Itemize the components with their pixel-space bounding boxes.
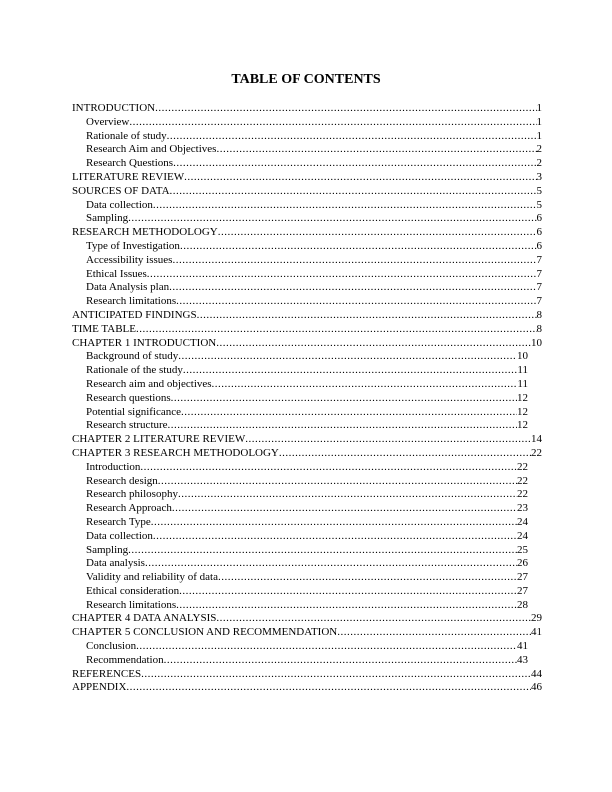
toc-entry-heading[interactable] [72, 102, 542, 116]
toc-entry-page-number: 29 [531, 612, 542, 625]
toc-dot-leader [172, 502, 517, 516]
toc-entry-title: Recommendation [86, 653, 164, 666]
toc-entry-page-number: 12 [517, 391, 528, 404]
toc-entry-page-number: 22 [517, 460, 528, 473]
toc-entry-title: Ethical consideration [86, 584, 180, 597]
toc-dot-leader [151, 516, 517, 530]
toc-entry-page-number: 22 [517, 474, 528, 487]
toc-entry-page-number: 3 [536, 170, 542, 183]
toc-dot-leader [172, 254, 536, 268]
toc-entry-heading[interactable] [72, 337, 542, 351]
toc-entry-page-number: 23 [517, 502, 528, 515]
toc-entry-title: Overview [86, 115, 130, 128]
toc-entry-page-number: 8 [536, 322, 542, 335]
toc-entry-title: CHAPTER 3 RESEARCH METHODOLOGY [72, 446, 279, 459]
toc-entry-title: Research questions [86, 391, 171, 404]
toc-entry-page-number: 10 [517, 350, 528, 363]
toc-entry-heading[interactable] [72, 323, 542, 337]
toc-entry-title: Research Type [86, 515, 151, 528]
toc-entry-page-number: 11 [517, 377, 528, 390]
toc-entry-page-number: 12 [517, 405, 528, 418]
toc-entry-title: Background of study [86, 350, 179, 363]
toc-dot-leader [167, 130, 537, 144]
toc-dot-leader [197, 309, 537, 323]
toc-entry-heading[interactable] [72, 668, 542, 682]
toc-entry-title: Potential significance [86, 405, 181, 418]
toc-entry-title: Conclusion [86, 640, 137, 653]
toc-entry-title: TIME TABLE [72, 322, 136, 335]
toc-entry-subheading[interactable] [72, 640, 528, 654]
toc-entry-page-number: 5 [536, 198, 542, 211]
toc-entry-page-number: 5 [536, 184, 542, 197]
toc-entry-page-number: 44 [531, 667, 542, 680]
toc-dot-leader [218, 226, 537, 240]
toc-dot-leader [245, 433, 531, 447]
toc-dot-leader [141, 668, 531, 682]
toc-entry-subheading[interactable] [72, 599, 528, 613]
toc-entry-title: Rationale of study [86, 129, 167, 142]
toc-entry-subheading[interactable] [72, 488, 528, 502]
toc-entry-title: Sampling [86, 212, 129, 225]
toc-dot-leader [171, 392, 517, 406]
toc-entry-heading[interactable] [72, 626, 542, 640]
toc-dot-leader [178, 350, 517, 364]
toc-dot-leader [181, 406, 517, 420]
toc-entry-subheading[interactable] [72, 130, 542, 144]
toc-entry-title: Data collection [86, 198, 153, 211]
toc-dot-leader [136, 640, 517, 654]
toc-entry-page-number: 1 [536, 129, 542, 142]
toc-entry-subheading[interactable] [72, 212, 542, 226]
toc-entry-page-number: 7 [536, 295, 542, 308]
toc-entry-title: CHAPTER 5 CONCLUSION AND RECOMMENDATION [72, 626, 338, 639]
toc-entry-page-number: 10 [531, 336, 542, 349]
toc-entry-title: ANTICIPATED FINDINGS [72, 308, 197, 321]
toc-dot-leader [218, 571, 517, 585]
toc-dot-leader [164, 654, 517, 668]
toc-entry-subheading[interactable] [72, 544, 528, 558]
toc-entry-page-number: 12 [517, 419, 528, 432]
toc-entry-title: CHAPTER 4 DATA ANALYSIS [72, 612, 217, 625]
toc-entry-title: Research design [86, 474, 158, 487]
toc-entry-title: Ethical Issues [86, 267, 147, 280]
toc-entry-page-number: 2 [536, 143, 542, 156]
toc-entry-subheading[interactable] [72, 143, 542, 157]
toc-entry-page-number: 6 [536, 239, 542, 252]
toc-entry-title: REFERENCES [72, 667, 142, 680]
toc-entry-subheading[interactable] [72, 116, 542, 130]
toc-dot-leader [136, 323, 537, 337]
toc-entry-page-number: 7 [536, 253, 542, 266]
toc-entry-title: CHAPTER 1 INTRODUCTION [72, 336, 217, 349]
toc-entry-title: Research Approach [86, 502, 172, 515]
toc-entry-subheading[interactable] [72, 378, 528, 392]
toc-dot-leader [180, 240, 537, 254]
toc-dot-leader [169, 281, 536, 295]
toc-entry-title: Type of Investigation [86, 239, 180, 252]
toc-entry-title: INTRODUCTION [72, 102, 156, 114]
toc-entry-title: Research limitations [86, 598, 177, 611]
toc-dot-leader [216, 337, 531, 351]
toc-entry-title: Introduction [86, 460, 141, 473]
toc-dot-leader [216, 143, 536, 157]
toc-dot-leader [173, 157, 536, 171]
toc-entry-subheading[interactable] [72, 516, 528, 530]
toc-entry-heading[interactable] [72, 226, 542, 240]
toc-entry-title: APPENDIX [72, 681, 127, 694]
toc-entry-page-number: 8 [536, 308, 542, 321]
toc-entry-page-number: 27 [517, 584, 528, 597]
toc-entry-title: SOURCES OF DATA [72, 184, 170, 197]
toc-dot-leader [153, 530, 517, 544]
toc-entry-subheading[interactable] [72, 392, 528, 406]
toc-dot-leader [128, 212, 536, 226]
toc-entry-subheading[interactable] [72, 585, 528, 599]
toc-entry-title: Research aim and objectives [86, 377, 212, 390]
toc-dot-leader [126, 681, 531, 695]
toc-dot-leader [129, 116, 536, 130]
toc-dot-leader [145, 557, 517, 571]
toc-entry-subheading[interactable] [72, 406, 528, 420]
toc-entry-page-number: 41 [531, 626, 542, 639]
toc-dot-leader [178, 488, 517, 502]
toc-dot-leader [216, 612, 531, 626]
toc-dot-leader [176, 295, 536, 309]
toc-dot-leader [170, 185, 537, 199]
toc-entry-subheading[interactable] [72, 350, 528, 364]
toc-dot-leader [279, 447, 531, 461]
toc-entry-subheading[interactable] [72, 240, 542, 254]
toc-entry-page-number: 22 [531, 446, 542, 459]
toc-entry-heading[interactable] [72, 447, 542, 461]
toc-entry-page-number: 43 [517, 653, 528, 666]
toc-entry-subheading[interactable] [72, 157, 542, 171]
toc-entry-page-number: 28 [517, 598, 528, 611]
toc-entry-page-number: 24 [517, 529, 528, 542]
toc-entry-subheading[interactable] [72, 281, 542, 295]
toc-dot-leader [183, 364, 518, 378]
toc-entry-heading[interactable] [72, 309, 542, 323]
table-of-contents [72, 102, 542, 695]
toc-entry-heading[interactable] [72, 612, 542, 626]
toc-entry-subheading[interactable] [72, 557, 528, 571]
toc-entry-title: LITERATURE REVIEW [72, 170, 185, 183]
toc-entry-title: Research limitations [86, 295, 177, 308]
toc-entry-subheading[interactable] [72, 475, 528, 489]
toc-entry-subheading[interactable] [72, 199, 542, 213]
toc-entry-title: Research philosophy [86, 488, 178, 501]
toc-entry-page-number: 2 [536, 157, 542, 170]
toc-entry-title: Rationale of the study [86, 364, 183, 377]
toc-dot-leader [147, 268, 537, 282]
toc-entry-title: Accessibility issues [86, 253, 173, 266]
toc-entry-page-number: 6 [536, 226, 542, 239]
toc-entry-title: Sampling [86, 543, 129, 556]
toc-dot-leader [179, 585, 517, 599]
toc-entry-heading[interactable] [72, 433, 542, 447]
toc-dot-leader [184, 171, 536, 185]
toc-entry-title: Research structure [86, 419, 168, 432]
toc-dot-leader [212, 378, 518, 392]
toc-entry-subheading[interactable] [72, 268, 542, 282]
toc-entry-page-number: 24 [517, 515, 528, 528]
toc-entry-page-number: 7 [536, 281, 542, 294]
toc-entry-title: Data collection [86, 529, 153, 542]
toc-entry-page-number: 26 [517, 557, 528, 570]
toc-entry-subheading[interactable] [72, 419, 528, 433]
toc-dot-leader [168, 419, 517, 433]
toc-entry-subheading[interactable] [72, 461, 528, 475]
toc-dot-leader [153, 199, 537, 213]
toc-dot-leader [140, 461, 517, 475]
toc-dot-leader [158, 475, 517, 489]
toc-entry-subheading[interactable] [72, 254, 542, 268]
toc-entry-title: Validity and reliability of data [86, 571, 218, 584]
toc-entry-page-number: 6 [536, 212, 542, 225]
toc-dot-leader [176, 599, 517, 613]
toc-entry-page-number: 25 [517, 543, 528, 556]
toc-entry-subheading[interactable] [72, 571, 528, 585]
toc-entry-subheading[interactable] [72, 530, 528, 544]
toc-entry-page-number: 41 [517, 640, 528, 653]
toc-entry-page-number: 14 [531, 433, 542, 446]
toc-entry-title: CHAPTER 2 LITERATURE REVIEW [72, 433, 246, 446]
toc-entry-page-number: 7 [536, 267, 542, 280]
toc-entry-page-number: 1 [536, 102, 542, 114]
page-title: TABLE OF CONTENTS [231, 72, 381, 87]
toc-entry-heading[interactable] [72, 171, 542, 185]
toc-entry-title: RESEARCH METHODOLOGY [72, 226, 218, 239]
toc-entry-subheading[interactable] [72, 295, 542, 309]
toc-entry-page-number: 11 [517, 364, 528, 377]
toc-entry-heading[interactable] [72, 185, 542, 199]
toc-dot-leader [128, 544, 517, 558]
toc-dot-leader [155, 102, 536, 116]
toc-entry-title: Data Analysis plan [86, 281, 170, 294]
toc-entry-heading[interactable] [72, 681, 542, 695]
toc-entry-subheading[interactable] [72, 654, 528, 668]
toc-entry-page-number: 46 [531, 681, 542, 694]
toc-entry-page-number: 1 [536, 115, 542, 128]
toc-dot-leader [337, 626, 531, 640]
toc-entry-page-number: 22 [517, 488, 528, 501]
toc-entry-subheading[interactable] [72, 502, 528, 516]
toc-entry-title: Research Aim and Objectives [86, 143, 217, 156]
toc-entry-title: Research Questions [86, 157, 174, 170]
toc-entry-page-number: 27 [517, 571, 528, 584]
toc-entry-title: Data analysis [86, 557, 145, 570]
toc-entry-subheading[interactable] [72, 364, 528, 378]
